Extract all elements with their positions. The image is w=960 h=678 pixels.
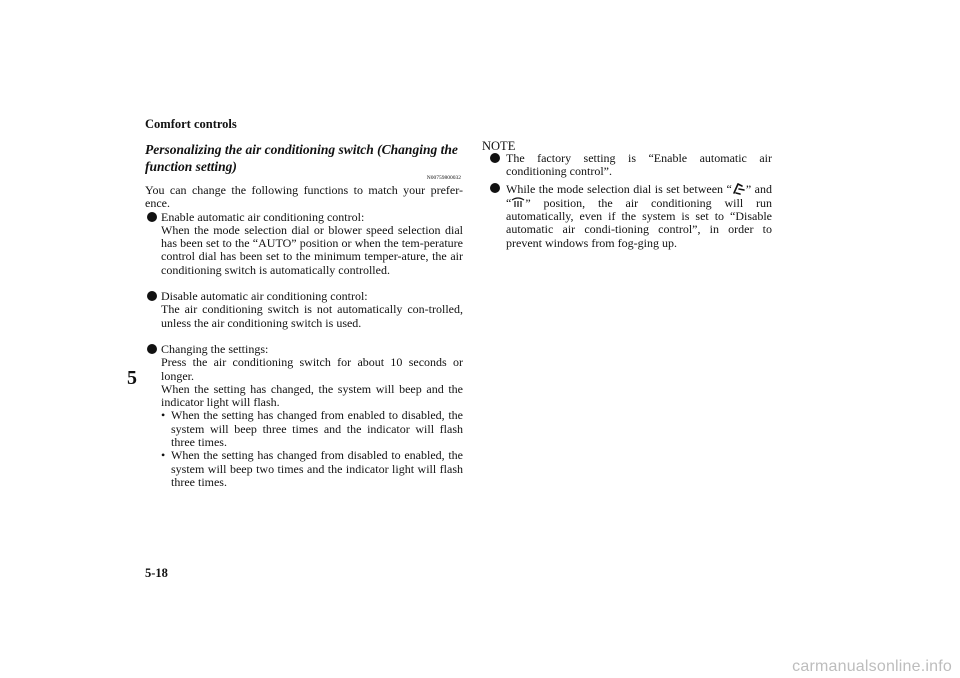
sub-item-text: When the setting has changed from enabled to disabled, the system will beep three times and the indicator will flash three times. bbox=[171, 408, 463, 450]
bullet-icon bbox=[147, 344, 157, 354]
bullet-icon bbox=[490, 183, 500, 193]
item-heading: Disable automatic air conditioning control: bbox=[161, 289, 368, 304]
item-body: When the mode selection dial or blower speed selection dial has been set to the “AUTO” position or when the tem-perature control dial has been set to the minimum temper-ature, the air conditioning switch is automatically controlled. bbox=[161, 222, 463, 277]
section-title: Personalizing the air conditioning switch (Changing the function setting) bbox=[145, 142, 458, 174]
bullet-icon bbox=[147, 291, 157, 301]
list-item-disable bbox=[145, 290, 463, 330]
note-text: While the mode selection dial is set between “ ” and “ ” position, the air conditioning will run automatically, even if the system is set to “Disable automatic air condi-tioning control”, in order to prevent windows from fog-ging up. bbox=[506, 181, 772, 250]
note-item bbox=[490, 152, 772, 179]
item-body: Press the air conditioning switch for about 10 seconds or longer. bbox=[161, 355, 463, 383]
list-item-changing-settings bbox=[145, 343, 463, 489]
foot-defrost-mode-icon bbox=[732, 182, 746, 196]
item-body: The air conditioning switch is not automatically con-trolled, unless the air conditioning switch is used. bbox=[161, 302, 463, 330]
left-column bbox=[145, 141, 463, 489]
right-column bbox=[482, 139, 772, 253]
bullet-icon bbox=[490, 153, 500, 163]
note-label: NOTE bbox=[482, 139, 516, 153]
note-text: The factory setting is “Enable automatic air conditioning control”. bbox=[506, 151, 772, 179]
page-number: 5-18 bbox=[145, 566, 168, 580]
section-header: Comfort controls bbox=[145, 117, 237, 131]
note-list bbox=[490, 152, 772, 250]
note-item bbox=[490, 182, 772, 250]
chapter-number: 5 bbox=[127, 367, 137, 389]
list-item-enable bbox=[145, 211, 463, 277]
item-heading: Enable automatic air conditioning control: bbox=[161, 209, 365, 224]
defrost-mode-icon bbox=[511, 196, 525, 210]
item-heading: Changing the settings: bbox=[161, 341, 269, 356]
sub-bullet-icon: • bbox=[161, 448, 166, 463]
sub-item bbox=[161, 449, 463, 489]
sub-item-text: When the setting has changed from disabled to enabled, the system will beep two times and the indicator light will flash three times. bbox=[171, 448, 463, 489]
intro-paragraph: You can change the following functions to match your prefer-ence. bbox=[145, 183, 463, 211]
watermark: carmanualsonline.info bbox=[792, 658, 952, 675]
item-body: When the setting has changed, the system will beep and the indicator light will flash. bbox=[161, 381, 463, 410]
bullet-icon bbox=[147, 212, 157, 222]
document-code: N00759800032 bbox=[426, 175, 461, 181]
sub-bullet-icon: • bbox=[161, 408, 166, 423]
sub-item bbox=[161, 409, 463, 449]
